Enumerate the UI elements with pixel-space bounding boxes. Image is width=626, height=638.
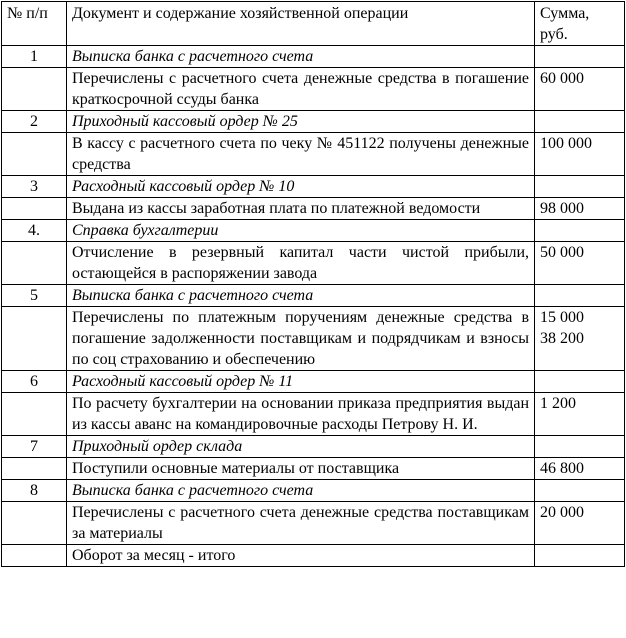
operation-description: По расчету бухгалтерии на основании приказа предприятия выдан из кассы аванс на командировочные расходы Петрову Н. И. <box>67 393 535 436</box>
document-row <box>2 46 625 68</box>
operation-amount: 100 000 <box>535 133 625 176</box>
operation-row <box>2 198 625 220</box>
header-number: № п/п <box>2 2 67 46</box>
header-document: Документ и содержание хозяйственной операции <box>67 2 535 46</box>
operation-amounts <box>535 307 625 371</box>
operation-description: Перечислены по платежным поручениям денежные средства в погашение задолженности поставщикам и подрядчикам и взносы по соц страхованию и обеспечению <box>67 307 535 371</box>
total-row <box>2 545 625 567</box>
empty-cell <box>535 436 625 458</box>
operation-description: Перечислены с расчетного счета денежные средства поставщикам за материалы <box>67 502 535 545</box>
operation-row <box>2 307 625 371</box>
empty-cell <box>535 480 625 502</box>
operation-amount: 38 200 <box>540 330 584 347</box>
document-row <box>2 436 625 458</box>
operation-amount: 1 200 <box>535 393 625 436</box>
document-row <box>2 371 625 393</box>
operation-description: В кассу с расчетного счета по чеку № 451122 получены денежные средства <box>67 133 535 176</box>
document-title: Выписка банка с расчетного счета <box>67 285 535 307</box>
document-title: Расходный кассовый ордер № 10 <box>67 176 535 198</box>
empty-cell <box>535 285 625 307</box>
total-label: Оборот за месяц - итого <box>67 545 535 567</box>
total-amount <box>535 545 625 567</box>
row-number: 7 <box>2 436 67 458</box>
operation-row <box>2 133 625 176</box>
empty-cell <box>2 502 67 545</box>
empty-cell <box>535 220 625 242</box>
document-title: Приходный ордер склада <box>67 436 535 458</box>
row-number: 2 <box>2 111 67 133</box>
document-title: Расходный кассовый ордер № 11 <box>67 371 535 393</box>
operation-description: Отчисление в резервный капитал части чистой прибыли, остающейся в распоряжении завода <box>67 242 535 285</box>
document-row <box>2 176 625 198</box>
operation-row <box>2 502 625 545</box>
empty-cell <box>2 68 67 111</box>
empty-cell <box>535 111 625 133</box>
empty-cell <box>535 371 625 393</box>
operation-row <box>2 458 625 480</box>
operation-row <box>2 242 625 285</box>
document-title: Приходный кассовый ордер № 25 <box>67 111 535 133</box>
empty-cell <box>2 545 67 567</box>
operation-amount: 60 000 <box>535 68 625 111</box>
empty-cell <box>535 176 625 198</box>
document-row <box>2 285 625 307</box>
row-number: 6 <box>2 371 67 393</box>
row-number: 1 <box>2 46 67 68</box>
operation-amount: 50 000 <box>535 242 625 285</box>
operation-row <box>2 393 625 436</box>
header-sum: Сумма, руб. <box>535 2 625 46</box>
document-row <box>2 220 625 242</box>
empty-cell <box>2 458 67 480</box>
document-row <box>2 111 625 133</box>
document-title: Выписка банка с расчетного счета <box>67 46 535 68</box>
empty-cell <box>2 198 67 220</box>
operation-amount: 98 000 <box>535 198 625 220</box>
empty-cell <box>2 133 67 176</box>
empty-cell <box>2 393 67 436</box>
document-row <box>2 480 625 502</box>
document-title: Выписка банка с расчетного счета <box>67 480 535 502</box>
document-title: Справка бухгалтерии <box>67 220 535 242</box>
table-header-row <box>2 2 625 46</box>
operation-amount: 46 800 <box>535 458 625 480</box>
row-number: 8 <box>2 480 67 502</box>
empty-cell <box>2 242 67 285</box>
operation-amount: 15 000 <box>540 309 584 326</box>
empty-cell <box>535 46 625 68</box>
operation-description: Перечислены с расчетного счета денежные средства в погашение краткосрочной ссуды банка <box>67 68 535 111</box>
operation-description: Поступили основные материалы от поставщика <box>67 458 535 480</box>
operation-row <box>2 68 625 111</box>
row-number: 3 <box>2 176 67 198</box>
row-number: 5 <box>2 285 67 307</box>
operation-amount: 20 000 <box>535 502 625 545</box>
operation-description: Выдана из кассы заработная плата по платежной ведомости <box>67 198 535 220</box>
empty-cell <box>2 307 67 371</box>
operations-table <box>1 1 625 567</box>
row-number: 4. <box>2 220 67 242</box>
